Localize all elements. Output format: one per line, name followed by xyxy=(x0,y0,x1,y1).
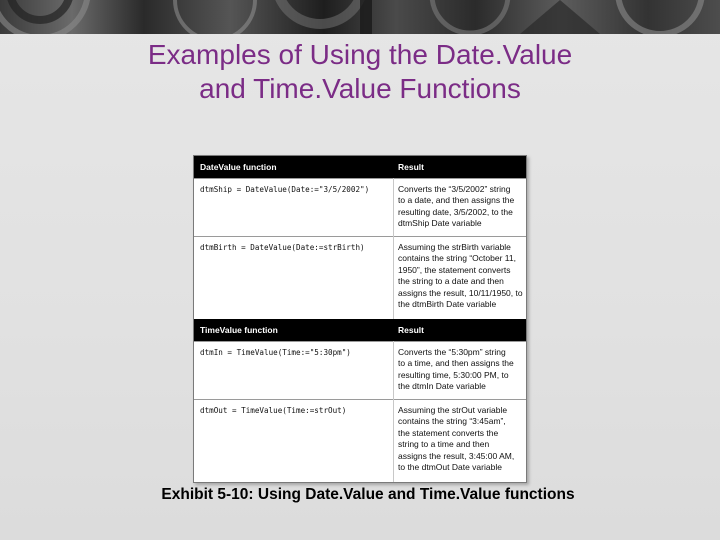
result-line: contains the string “October 11, xyxy=(398,253,516,264)
table-header-timevalue xyxy=(194,319,526,341)
result-line: 1950”, the statement converts xyxy=(398,264,511,275)
result-line: contains the string “3:45am”, xyxy=(398,416,506,427)
result-line: the statement converts the xyxy=(398,427,499,438)
slide-title xyxy=(0,38,720,106)
result-line: to a date, and then assigns the xyxy=(398,195,515,206)
result-line: Assuming the strOut variable xyxy=(398,405,508,415)
result-line: string to a time and then xyxy=(398,439,490,450)
result-line: Converts the “3/5/2002” string xyxy=(398,184,511,194)
code-cell: dtmBirth = DateValue(Date:=strBirth) xyxy=(200,243,365,252)
table-header-datevalue xyxy=(194,156,526,178)
table-row xyxy=(194,178,526,237)
code-cell: dtmShip = DateValue(Date:="3/5/2002") xyxy=(200,185,370,194)
result-line: dtmShip Date variable xyxy=(398,218,482,229)
column-divider xyxy=(393,178,394,319)
result-line: the string to a date and then xyxy=(398,276,504,287)
decorative-banner xyxy=(0,0,720,34)
result-line: assigns the result, 3:45:00 AM, xyxy=(398,450,515,461)
code-cell: dtmOut = TimeValue(Time:=strOut) xyxy=(200,406,347,415)
column-divider xyxy=(393,341,394,482)
result-cell xyxy=(398,242,524,310)
result-line: to a time, and then assigns the xyxy=(398,358,514,369)
result-line: Assuming the strBirth variable xyxy=(398,242,511,252)
result-line: the dtmIn Date variable xyxy=(398,381,486,392)
exhibit-caption: Exhibit 5-10: Using Date.Value and Time.Value functions xyxy=(161,486,575,503)
table-row xyxy=(194,341,526,400)
result-cell xyxy=(398,184,524,230)
result-line: resulting date, 3/5/2002, to the xyxy=(398,206,513,217)
result-line: the dtmBirth Date variable xyxy=(398,299,497,310)
result-line: resulting time, 5:30:00 PM, to xyxy=(398,369,509,380)
result-line: assigns the result, 10/11/1950, to xyxy=(398,287,523,298)
banner-graphic xyxy=(0,0,720,34)
header-result: Result xyxy=(398,162,424,172)
header-function: DateValue function xyxy=(200,162,277,172)
result-cell xyxy=(398,405,524,473)
result-line: to the dtmOut Date variable xyxy=(398,462,502,473)
result-cell xyxy=(398,347,524,393)
title-line-2: and Time.Value Functions xyxy=(199,73,521,104)
result-line: Converts the “5:30pm” string xyxy=(398,347,506,357)
table-row xyxy=(194,399,526,483)
code-cell: dtmIn = TimeValue(Time:="5:30pm") xyxy=(200,348,351,357)
header-function: TimeValue function xyxy=(200,325,278,335)
table-row xyxy=(194,236,526,319)
header-result: Result xyxy=(398,325,424,335)
title-line-1: Examples of Using the Date.Value xyxy=(147,39,573,70)
exhibit-table xyxy=(193,155,527,483)
